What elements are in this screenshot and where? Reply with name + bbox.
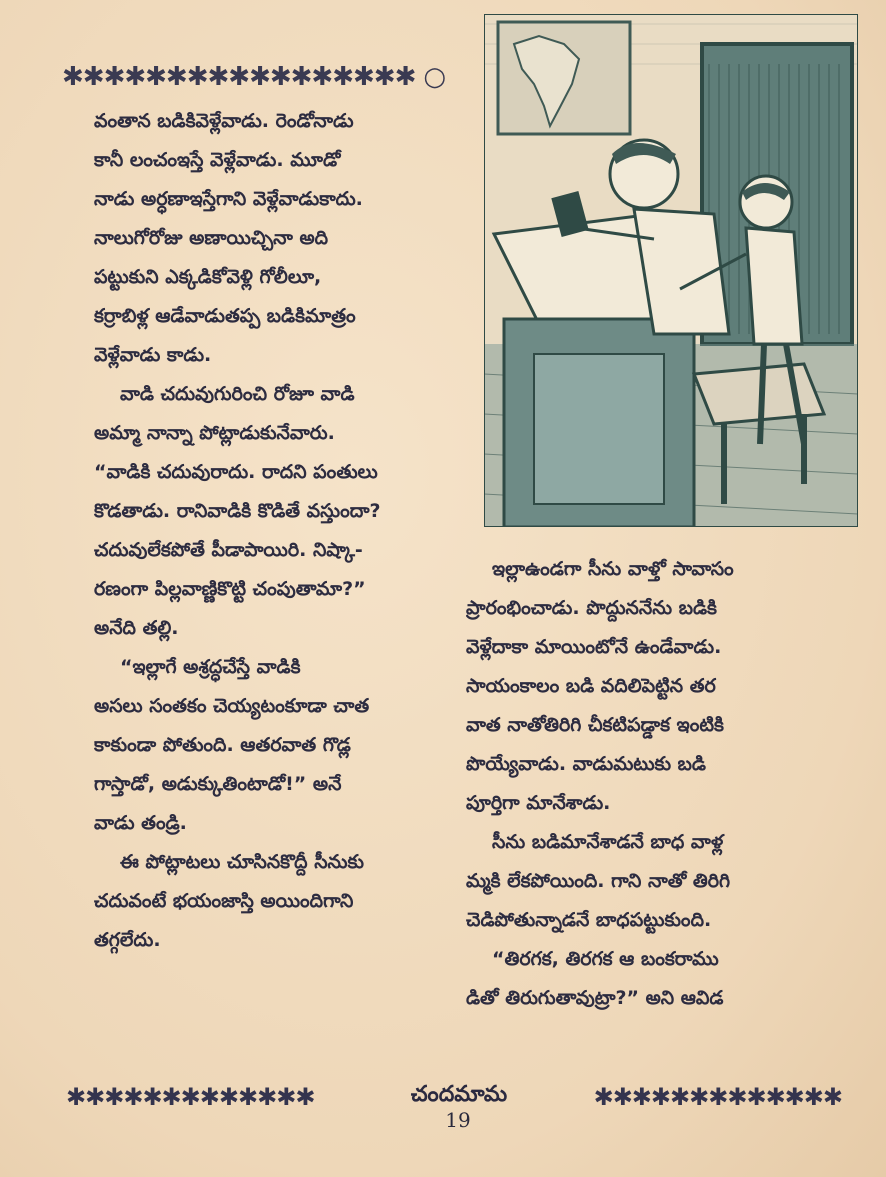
page-number: 19 bbox=[445, 1108, 471, 1132]
text-line: సాయంకాలం బడి వదిలిపెట్టిన తర bbox=[466, 675, 716, 697]
text-line: చదువంటే భయంజాస్తి అయిందిగాని bbox=[94, 890, 354, 912]
text-line: కొడతాడు. రానివాడికి కొడితే వస్తుందా? bbox=[94, 500, 381, 522]
text-line: గాస్తాడో, అడుక్కుతింటాడో!” అనే bbox=[94, 773, 342, 795]
text-line: కాకుండా పోతుంది. ఆతరవాత గొడ్ల bbox=[94, 734, 351, 756]
text-line: అమ్మా నాన్నా పోట్లాడుకునేవారు. bbox=[94, 422, 335, 444]
text-line: సీను బడిమానేశాడనే బాధ వాళ్ల bbox=[492, 831, 724, 853]
text-line: నాడు అర్ధణాఇస్తేగాని వెళ్లేవాడుకాదు. bbox=[94, 188, 363, 210]
illustration-boys-at-desk bbox=[484, 14, 858, 527]
text-line: మ్మకి లేకపోయింది. గాని నాతో తిరిగి bbox=[466, 870, 731, 892]
right-text-column bbox=[466, 550, 846, 1018]
text-line: “ఇల్లాగే అశ్రద్ధచేస్తే వాడికి bbox=[120, 656, 301, 678]
text-line: “వాడికి చదువురాదు. రాదని పంతులు bbox=[94, 461, 378, 483]
text-line: పొయ్యేవాడు. వాడుమటుకు బడి bbox=[466, 753, 706, 775]
text-line: అనేది తల్లి. bbox=[94, 617, 179, 639]
text-line: డితో తిరుగుతావుట్రా?” అని ఆవిడ bbox=[466, 987, 724, 1009]
text-line: పట్టుకుని ఎక్కడికోవెళ్లి గోలీలూ, bbox=[94, 266, 322, 288]
text-line: చెడిపోతున్నాడనే బాధపట్టుకుంది. bbox=[466, 909, 712, 931]
text-line: ప్రారంభించాడు. పొద్దుననేను బడికి bbox=[466, 597, 717, 619]
top-decorative-border: ✱✱✱✱✱✱✱✱✱✱✱✱✱✱✱✱✱ ○ bbox=[62, 62, 446, 92]
text-line: వంతాన బడికివెళ్లేవాడు. రెండోనాడు bbox=[94, 110, 354, 132]
text-line: కానీ లంచంఇస్తే వెళ్లేవాడు. మూడో bbox=[94, 149, 341, 171]
text-line: చదువులేకపోతే పీడాపాయిరి. నిష్కా- bbox=[94, 539, 363, 561]
text-line: కర్రాబిళ్ల ఆడేవాడుతప్ప బడికిమాత్రం bbox=[94, 305, 356, 327]
left-text-column bbox=[94, 102, 462, 960]
text-line: నాలుగోరోజు అణాయిచ్చినా అది bbox=[94, 227, 329, 249]
text-line: వాత నాతోతిరిగి చీకటిపడ్డాక ఇంటికి bbox=[466, 714, 724, 736]
footer-right-ornament: ✱✱✱✱✱✱✱✱✱✱✱✱✱ bbox=[593, 1083, 842, 1111]
magazine-name: చందమామ bbox=[410, 1082, 508, 1107]
text-line: ఈ పోట్లాటలు చూసినకొద్దీ సీనుకు bbox=[120, 851, 364, 873]
text-line: వెళ్లేదాకా మాయింటోనే ఉండేవాడు. bbox=[466, 636, 722, 658]
text-line: ఇల్లాఉండగా సీను వాళ్తో సావాసం bbox=[492, 558, 734, 580]
text-line: తగ్గలేదు. bbox=[94, 929, 161, 951]
text-line: పూర్తిగా మానేశాడు. bbox=[466, 792, 611, 814]
text-line: వెళ్లేవాడు కాడు. bbox=[94, 344, 212, 366]
footer-left-ornament: ✱✱✱✱✱✱✱✱✱✱✱✱✱ bbox=[66, 1083, 315, 1111]
text-line: రణంగా పిల్లవాణ్ణికొట్టి చంపుతామా?” bbox=[94, 578, 366, 600]
text-line: “తిరగక, తిరగక ఆ బంకరాము bbox=[492, 948, 719, 970]
text-line: వాడి చదువుగురించి రోజూ వాడి bbox=[120, 383, 355, 405]
text-line: వాడు తండ్రి. bbox=[94, 812, 187, 834]
text-line: అసలు సంతకం చెయ్యటంకూడా చాత bbox=[94, 695, 370, 717]
